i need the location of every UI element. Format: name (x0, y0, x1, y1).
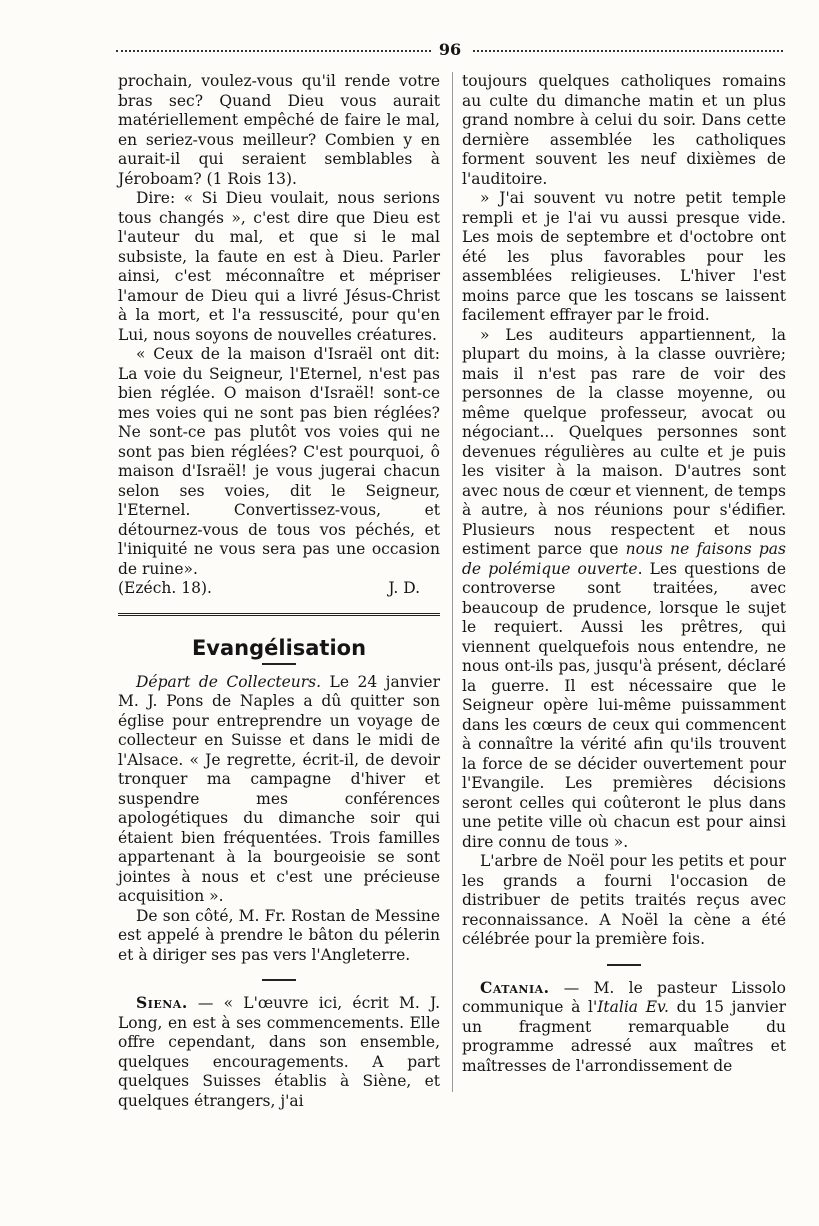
header-ornament-right (473, 50, 783, 52)
paragraph-text: du 15 janvier un fragment remarquable du programme adressé aux maîtres et maîtresses de l'arrondissement de (462, 998, 786, 1075)
place-name: Siena. (136, 993, 188, 1012)
section-rule (118, 613, 440, 616)
left-column (118, 72, 440, 1111)
emphasis: nous ne faisons pas de polémique ouverte (462, 540, 786, 578)
author-initials: J. D. (388, 579, 420, 597)
scripture-reference: (Ezéch. 18). (118, 579, 212, 597)
place-name: Catania. (480, 977, 550, 997)
separator-dash (262, 979, 296, 981)
separator-dash (607, 964, 641, 966)
page-header (116, 40, 783, 64)
paragraph: Dire: « Si Dieu voulait, nous serions tous changés », c'est dire que Dieu est l'auteur du mal, et que si le mal subsiste, la faute en est à Dieu. Parler ainsi, c'est méconnaître et mépriser l'amour de Dieu qui a livré Jésus-Christ à la mort, et l'a ressuscité, pour qu'en Lui, nous soyons de nouvelles créatures. (118, 189, 440, 344)
right-column (462, 72, 786, 1076)
paragraph-text: — M. le pasteur Lissolo communique à l' (462, 978, 786, 1016)
paragraph (118, 673, 440, 907)
paragraph: prochain, voulez-vous qu'il rende votre bras sec? Quand Dieu vous aurait matériellement empêché de faire le mal, en seriez-vous meilleur? Combien y en aurait-il qui seraient semblables à Jéroboam? (1 Rois 13). (118, 72, 440, 188)
paragraph: « Ceux de la maison d'Israël ont dit: La voie du Seigneur, l'Eternel, n'est pas bien réglée. O maison d'Israël! sont-ce mes voies qui ne sont pas bien réglées? Ne sont-ce pas plutôt vos voies qui ne sont pas bien réglées? C'est pourquoi, ô maison d'Israël! je vous jugerai chacun selon ses voies, dit le Seigneur, l'Eternel. Convertissez-vous, et détournez-vous de tous vos péchés, et l'iniquité ne vous sera pas une occasion de ruine». (118, 345, 440, 578)
paragraph-text: Le 24 janvier M. J. Pons de Naples a dû quitter son église pour entreprendre un voyage de collecteur en Suisse et dans le midi de l'Alsace. « Je regrette, écrit-il, de devoir tronquer ma campagne d'hiver et suspendre mes conférences apologétiques du dimanche soir qui étaient bien fréquentées. Trois familles appartenant à la bourgeoisie se sont jointes à nous et c'est une précieuse acquisition ». (118, 672, 440, 905)
paragraph: L'arbre de Noël pour les petits et pour les grands a fourni l'occasion de distribuer de petits traités reçus avec reconnaissance. A Noël la cène a été célébrée pour la première fois. (462, 852, 786, 948)
paragraph-text: — « L'œuvre ici, écrit M. J. Long, en est à ses commencements. Elle offre cependant, dans son ensemble, quelques encouragements. A part quelques Suisses établis à Siène, et quelques étrangers, j'ai (118, 994, 440, 1110)
paragraph: toujours quelques catholiques romains au culte du dimanche matin et un plus grand nombre à celui du soir. Dans cette dernière assemblée les catholiques forment souvent les neuf dixièmes de l'auditoire. (462, 72, 786, 188)
paragraph-lead: Départ de Collecteurs. (136, 672, 322, 691)
paragraph-text: » Les auditeurs appartiennent, la plupart du moins, à la classe ouvrière; mais il n'est pas rare de voir des personnes de la classe moyenne, ou même quelque professeur, avocat ou négociant... Quelques personnes sont devenues régulières au culte et je puis les visiter à la maison. D'autres sont avec nous de cœur et viennent, de temps à autre, à nos réunions pour s'édifier. Plusieurs nous respectent et nous estiment parce que (462, 325, 786, 558)
paragraph (462, 978, 786, 1077)
section-title: Evangélisation (191, 635, 367, 660)
column-divider (452, 72, 453, 1092)
paragraph: De son côté, M. Fr. Rostan de Messine est appelé à prendre le bâton du pélerin et à diriger ses pas vers l'Angleterre. (118, 906, 440, 964)
paragraph (462, 326, 786, 853)
header-ornament-left (116, 50, 431, 52)
title-dash (262, 663, 296, 665)
paragraph-text: . Les questions de controverse sont traitées, avec beaucoup de prudence, lorsque le sujet le requiert. Aussi les prêtres, qui viennent quelquefois nous entendre, ne nous ont-ils pas, jusqu'à présent, déclaré la guerre. Il est nécessaire que le Seigneur opère lui-même puissamment dans les cœurs de ceux qui commencent à connaître la vérité afin qu'ils trouvent la force de se décider ouvertement pour l'Evangile. Les premières décisions seront celles qui coûteront le plus dans une petite ville où chacun est pour ainsi dire connu de tous ». (462, 559, 786, 851)
paragraph (118, 993, 440, 1111)
emphasis: Italia Ev. (597, 998, 669, 1016)
page-number: 96 (438, 40, 462, 59)
paragraph: » J'ai souvent vu notre petit temple rempli et je l'ai vu aussi presque vide. Les mois de septembre et d'octobre ont été les plus favorables pour les assemblées religieuses. L'hiver l'est moins parce que les toscans se laissent facilement effrayer par le froid. (462, 189, 786, 324)
signature-line (118, 579, 440, 599)
